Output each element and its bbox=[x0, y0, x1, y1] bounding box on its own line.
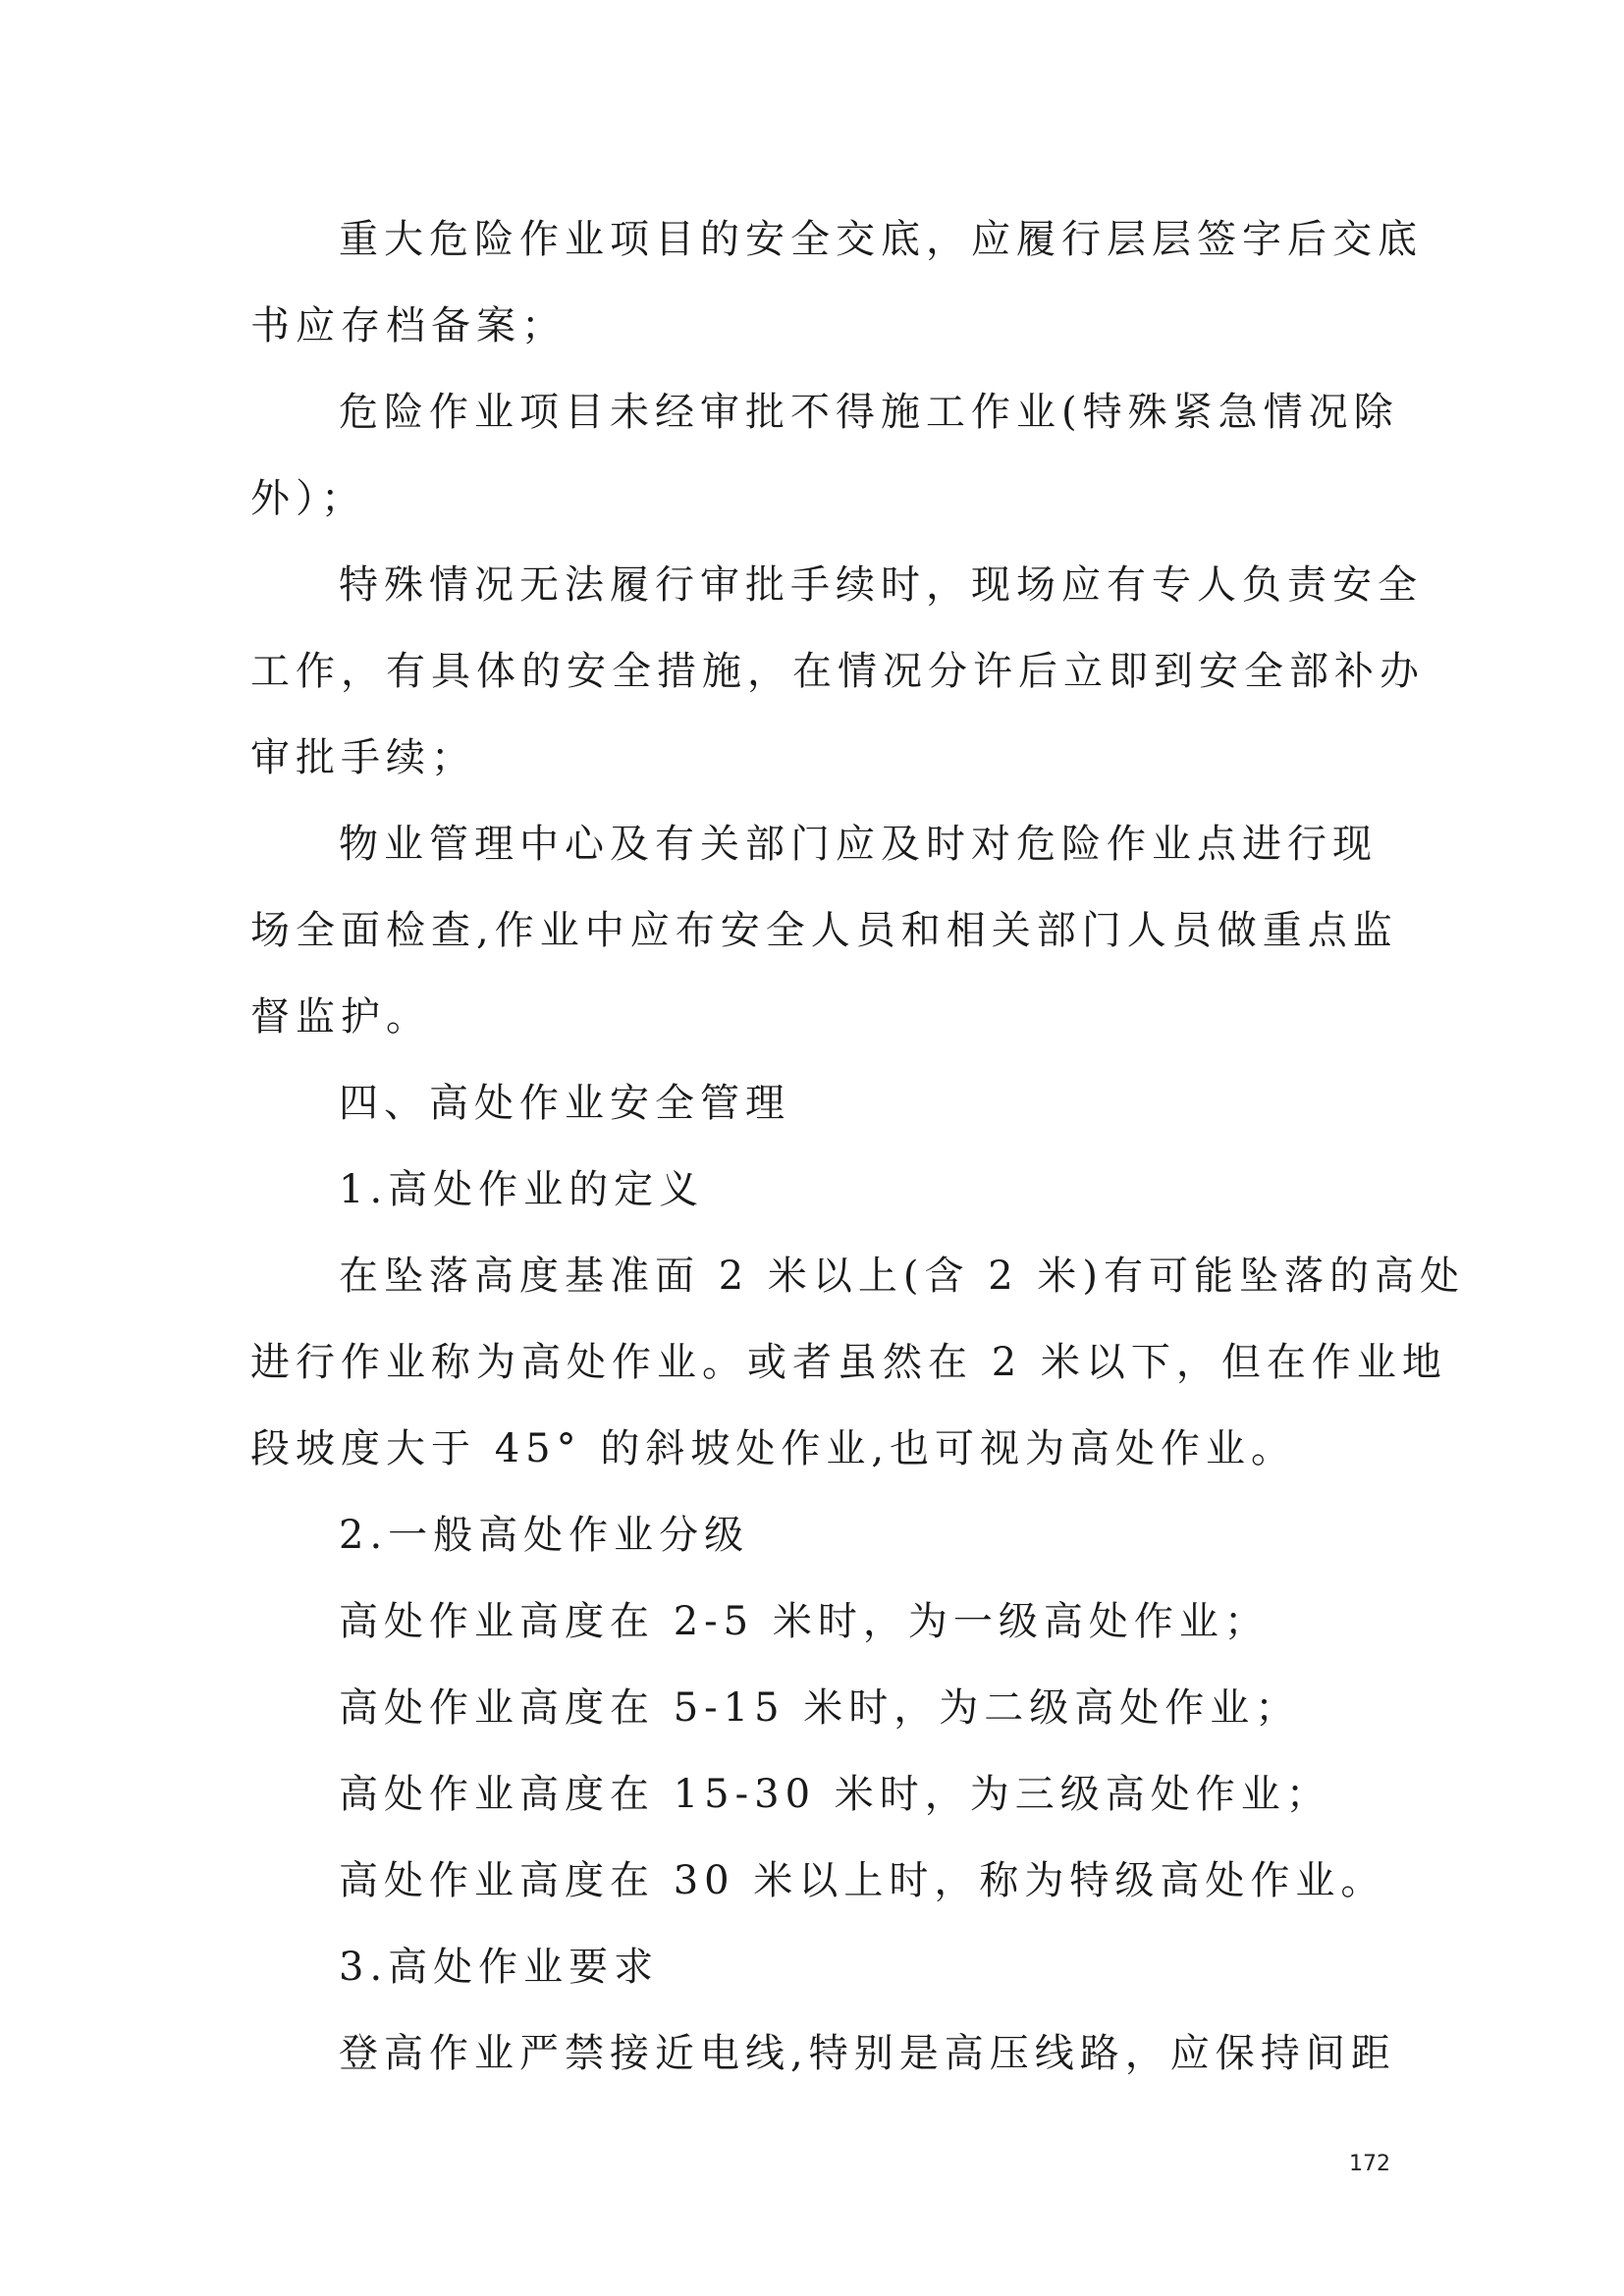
paragraph-line: 危险作业项目未经审批不得施工作业(特殊紧急情况除 bbox=[339, 390, 1399, 435]
paragraph-line: 段坡度大于 45° 的斜坡处作业,也可视为高处作业。 bbox=[250, 1426, 1297, 1471]
subsection-heading: 1.高处作业的定义 bbox=[339, 1167, 705, 1212]
list-item: 高处作业高度在 15-30 米时，为三级高处作业； bbox=[339, 1772, 1331, 1817]
body-text bbox=[250, 196, 1465, 2097]
list-item: 高处作业高度在 30 米以上时，称为特级高处作业。 bbox=[339, 1858, 1386, 1903]
paragraph-line: 重大危险作业项目的安全交底，应履行层层签字后交底 bbox=[339, 217, 1423, 262]
list-item: 高处作业高度在 2-5 米时，为一级高处作业； bbox=[339, 1599, 1270, 1644]
paragraph-line: 物业管理中心及有关部门应及时对危险作业点进行现 bbox=[339, 822, 1378, 867]
section-heading: 四、高处作业安全管理 bbox=[339, 1081, 790, 1126]
paragraph-line: 特殊情况无法履行审批手续时，现场应有专人负责安全 bbox=[339, 562, 1423, 608]
list-item: 高处作业高度在 5-15 米时，为二级高处作业； bbox=[339, 1685, 1301, 1731]
paragraph-line: 外）； bbox=[250, 476, 366, 521]
paragraph-line: 登高作业严禁接近电线,特别是高压线路，应保持间距 bbox=[339, 2031, 1396, 2076]
subsection-heading: 3.高处作业要求 bbox=[339, 1945, 660, 1990]
paragraph-line: 进行作业称为高处作业。或者虽然在 2 米以下，但在作业地 bbox=[250, 1340, 1447, 1385]
paragraph-line: 场全面检查,作业中应布安全人员和相关部门人员做重点监 bbox=[250, 908, 1398, 953]
paragraph-line: 书应存档备案； bbox=[250, 303, 567, 348]
page-number: 172 bbox=[1349, 2152, 1390, 2176]
paragraph-line: 审批手续； bbox=[250, 735, 476, 780]
paragraph-line: 工作，有具体的安全措施，在情况分许后立即到安全部补办 bbox=[250, 649, 1425, 694]
subsection-heading: 2.一般高处作业分级 bbox=[339, 1513, 750, 1558]
paragraph-line: 督监护。 bbox=[250, 994, 431, 1040]
paragraph-line: 在坠落高度基准面 2 米以上(含 2 米)有可能坠落的高处 bbox=[339, 1254, 1465, 1299]
